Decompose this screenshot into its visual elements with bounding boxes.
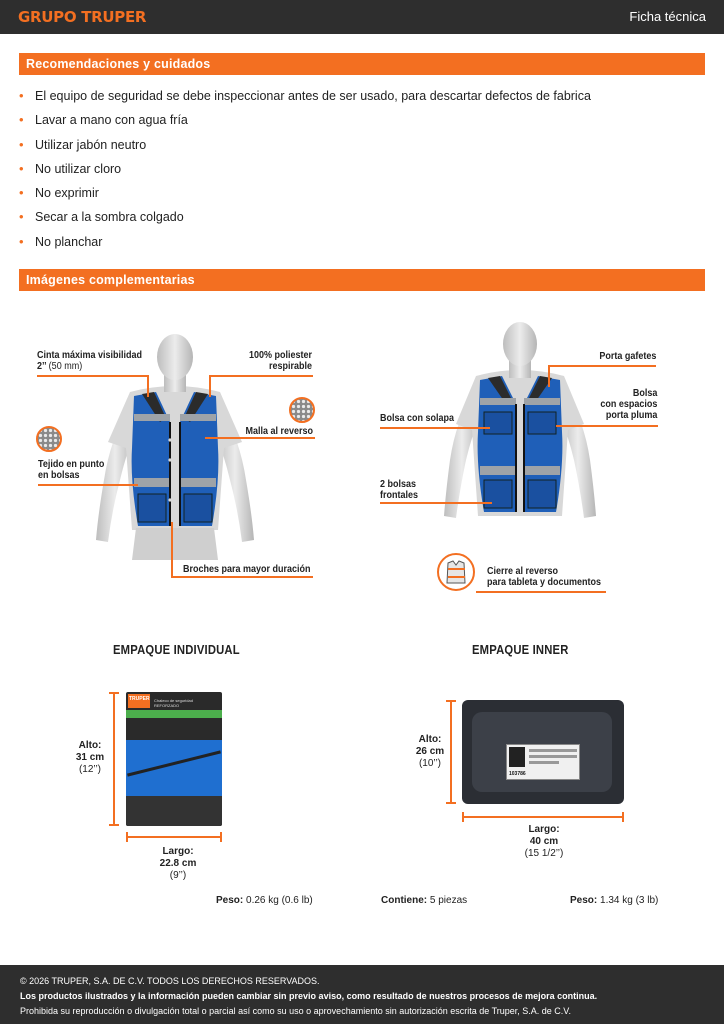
callout-line [171,576,313,578]
callout-tape: Cinta máxima visibilidad 2’’ (50 mm) [37,350,143,372]
callout-line [548,365,550,387]
dimension-tick [220,832,222,842]
knit-swatch-icon [36,426,62,452]
callout-line [209,375,211,397]
individual-package-image: TRUPER Chaleco de seguridad REFORZADO [126,692,222,826]
callout-line [476,591,606,593]
dimension-line [462,816,624,818]
callout-front-pockets: 2 bolsas frontales [380,479,419,501]
bullet-icon: • [19,88,24,103]
footer [0,965,724,1024]
list-item: • Secar a la sombra colgado [19,207,591,231]
list-item: • El equipo de seguridad se debe inspeccionar antes de ser usado, para descartar defectos de fabrica [19,86,591,110]
list-item: • Lavar a mano con agua fría [19,110,591,134]
bullet-icon: • [19,136,24,152]
footer-legal: Prohibida su reproducción o divulgación total o parcial así como su uso o aprovechamiento sin autorización escrita de Truper, S.A. de C.V. [20,1006,571,1016]
callout-back-zipper: Cierre al reverso para tableta y documentos [487,566,602,588]
list-item: • No exprimir [19,183,591,207]
dimension-line [450,700,452,804]
bullet-icon: • [19,112,24,128]
callout-line [37,375,149,377]
page-title: Ficha técnica [629,9,706,24]
callout-knit: Tejido en punto en bolsas [38,459,105,481]
dimension-tick [462,812,464,822]
dimension-tick [446,700,456,702]
individual-package-title: EMPAQUE INDIVIDUAL [113,643,240,657]
list-item: • No planchar [19,232,591,256]
callout-flap-pocket: Bolsa con solapa [380,413,455,424]
dimension-tick [109,824,119,826]
list-item: • No utilizar cloro [19,159,591,183]
callout-line [205,437,315,439]
callout-line [380,427,490,429]
bullet-icon: • [19,233,24,249]
inner-length: Largo: 40 cm (15 1/2’’) [524,824,564,859]
callout-line [209,375,313,377]
dimension-line [126,836,222,838]
footer-copyright: © 2026 TRUPER, S.A. DE C.V. TODOS LOS DERECHOS RESERVADOS. [20,976,320,986]
dimension-tick [446,802,456,804]
list-item: • Utilizar jabón neutro [19,135,591,159]
inner-contents: Contiene: 5 piezas [381,895,468,906]
callout-snaps: Broches para mayor duración [183,564,311,575]
callout-line [556,425,658,427]
dimension-tick [126,832,128,842]
callout-mesh-back: Malla al reverso [245,426,313,437]
callout-line [38,484,138,486]
recommendations-list [19,86,591,256]
bullet-icon: • [19,209,24,225]
callout-pen-pocket: Bolsa con espacios porta pluma [599,388,657,421]
inner-package-title: EMPAQUE INNER [472,643,569,657]
callout-line [171,522,173,578]
dimension-line [113,692,115,826]
callout-line [548,365,656,367]
brand-logo: GRUPO TRUPER [18,8,147,26]
footer-notice: Los productos ilustrados y la información pueden cambiar sin previo aviso, como resultado de nuestros procesos de mejora continua. [20,991,598,1001]
bullet-icon: • [19,185,24,201]
individual-weight: Peso: 0.26 kg (0.6 lb) [216,895,313,906]
inner-height: Alto: 26 cm (10’’) [415,734,445,769]
section-recommendations-title: Recomendaciones y cuidados [19,53,705,75]
zipper-back-icon [437,553,475,591]
callout-line [380,502,492,504]
individual-length: Largo: 22.8 cm (9’’) [159,846,197,881]
mesh-swatch-icon [289,397,315,423]
callout-badge-holder: Porta gafetes [598,351,656,362]
bullet-icon: • [19,160,24,176]
inner-package-image: 103786 [462,700,624,804]
callout-line [147,375,149,397]
callout-polyester: 100% poliester respirable [248,350,312,372]
section-images-title: Imágenes complementarias [19,269,705,291]
top-bar [0,0,724,34]
inner-weight: Peso: 1.34 kg (3 lb) [570,895,659,906]
individual-height: Alto: 31 cm (12’’) [75,740,105,775]
dimension-tick [622,812,624,822]
dimension-tick [109,692,119,694]
